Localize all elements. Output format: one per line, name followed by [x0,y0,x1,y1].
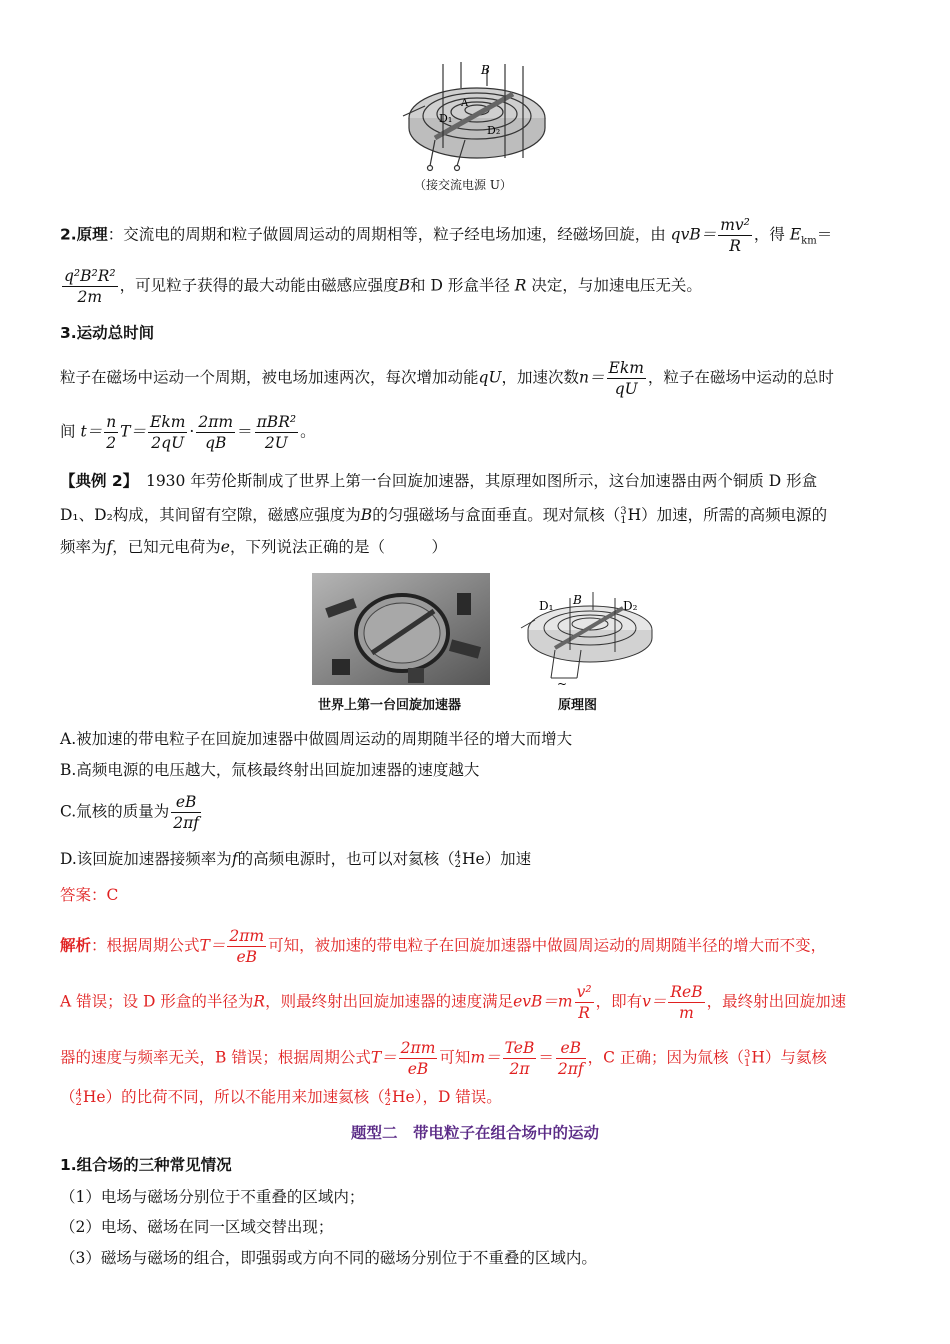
option-C [60,792,203,833]
f4-num: πBR² [256,413,297,431]
section2-item-1: （1）电场与磁场分别位于不重叠的区域内； [60,1188,365,1206]
option-B: B.高频电源的电压越大，氚核最终射出回旋加速器的速度越大 [60,761,480,779]
example-text-2a: D₁、D₂构成，其间留有空隙，磁感应强度为 [60,506,361,524]
example-text-1: 1930 年劳伦斯制成了世界上第一台回旋加速器，其原理如图所示，这台加速器由两个铜质 D 形盒 [145,472,818,490]
tt-text-3: ，粒子在磁场中运动的总时 [647,368,834,387]
analysis-m2-den: 2πf [557,1060,584,1078]
analysis-label: 解析 [60,936,92,955]
section2-title: 题型二 带电粒子在组合场中的运动 [350,1124,599,1142]
analysis-text-2c: ，即有 [595,992,643,1011]
total-time-heading: 3.运动总时间 [60,324,155,342]
analysis-helium-nuclide-2 [385,1089,391,1107]
d-disc-side [409,118,545,158]
analysis-v2-fraction [668,982,704,1023]
principle-line-1 [60,215,832,256]
analysis-m1-den: 2π [509,1060,530,1078]
a-nuc4-bot-2: 2 [384,1097,391,1108]
eq1-num: mv² [720,216,750,234]
tt-text-2: ，加速次数 [501,368,580,387]
terminal-2 [455,166,460,171]
analysis-l3-T: T＝ [370,1048,397,1067]
helium-nuclide [455,851,461,869]
example-H: H [627,506,642,524]
eq1-den: R [729,237,741,255]
example-label: 【典例 2】 [60,472,131,490]
analysis-m2-fraction [556,1038,586,1079]
option-A: A.被加速的带电粒子在回旋加速器中做圆周运动的周期随半径的增大而增大 [60,730,573,748]
eq1-left: qvB＝ [670,225,717,244]
principle-text-5: 决定，与加速电压无关。 [531,276,702,295]
f3-den: qB [205,434,227,452]
analysis-v2-num: ReB [670,983,703,1001]
analysis-m2-num: eB [556,1038,586,1059]
analysis-v-num: v² [576,983,592,1001]
analysis-m1-fraction [503,1038,537,1079]
analysis-text-3c: ，C 正确；因为氚核（ [587,1048,744,1067]
tritium-nuclide [620,507,626,525]
analysis-m-eq2: ＝ [538,1048,554,1067]
principle-B: B [398,276,411,295]
cyclotron-photo [312,573,490,685]
principle-text-2: ，得 [753,225,785,244]
principle-diagram [515,590,665,690]
eq2-den: 2m [77,288,103,306]
tt-eq: ＝ [237,422,253,441]
tt-n-eq: n＝ [579,368,605,387]
example-line-3 [60,536,447,558]
terminal-1 [428,166,433,171]
analysis-text-2b: ，则最终射出回旋加速器的速度满足 [265,992,514,1011]
analysis-text-2d: ，最终射出回旋加速 [706,992,847,1011]
d-nuc-top: 4 [454,850,461,861]
fig1-label-D2: D₂ [487,124,501,137]
analysis-text-4b: ）的比荷不同，所以不能用来加速氦核（ [105,1088,385,1106]
analysis-l3-num: 2πm [400,1039,436,1057]
example-e: e [220,538,230,556]
analysis-R: R [253,992,266,1011]
fig1-label-B: B [481,63,490,77]
analysis-text-1b: 可知，被加速的带电粒子在回旋加速器中做圆周运动的周期随半径的增大而不变， [268,936,827,955]
photo-caption: 世界上第一台回旋加速器 [318,698,462,713]
tt-T-eq: T＝ [120,422,147,441]
option-D-text-1: D.该回旋加速器接频率为 [60,850,232,868]
example-text-2c: ）加速，所需的高频电源的 [641,506,828,524]
analysis-text-1a: ：根据周期公式 [91,936,200,955]
analysis-T-fraction [227,926,266,967]
example-text-2b: 的匀强磁场与盒面垂直。现对氚核（ [372,506,621,524]
analysis-line-2 [60,982,846,1023]
option-D-He: He [461,850,485,868]
principle-heading: 2.原理 [60,225,108,244]
principle-text-1: ：交流电的周期和粒子做圆周运动的周期相等，粒子经电场加速，经磁场回旋，由 [107,225,666,244]
diag-label-D2: D₂ [623,599,638,613]
f4-fraction [255,412,298,453]
a-nuc3-bot: 1 [743,1057,751,1069]
analysis-text-3d: ）与氦核 [764,1048,827,1067]
principle-text-3: ，可见粒子获得的最大动能由磁感应强度 [119,276,399,295]
f2-fraction [148,412,187,453]
tt-text-1: 粒子在磁场中运动一个周期，被电场加速两次，每次增加动能 [60,368,479,387]
eq1-fraction [718,215,752,256]
option-C-num: eB [171,792,201,813]
analysis-T-den: eB [236,948,258,966]
analysis-text-4c: ），D 错误。 [414,1088,502,1106]
analysis-line-1 [60,926,826,967]
ekm: E [789,225,802,244]
tt-text-4: 间 [60,422,76,441]
nuc-top: 3 [620,506,627,517]
f3-num: 2πm [198,413,234,431]
principle-line-2 [60,266,702,307]
tt-end: 。 [300,422,316,441]
tt-qU: qU [478,368,502,387]
analysis-v-eq: v＝ [642,992,667,1011]
fig1-label-D1: D₁ [439,112,453,125]
tt-t-eq: t＝ [80,422,103,441]
f3-fraction [196,412,235,453]
example-f: f [106,538,113,556]
analysis-m-eq: m＝ [470,1048,501,1067]
answer-value: C [106,886,119,904]
analysis-evB: evB＝m [513,992,573,1011]
section2-item-2: （2）电场、磁场在同一区域交替出现； [60,1218,334,1236]
fig1-caption: （接交流电源 U） [414,178,512,192]
n-den: qU [614,380,638,398]
analysis-line-3 [60,1038,827,1079]
analysis-line-4 [60,1086,502,1108]
analysis-v-den: R [578,1004,590,1022]
a-nuc4-top: 4 [75,1088,82,1099]
answer [60,884,118,906]
option-D-text-3: ）加速 [484,850,532,868]
total-time-line-1 [60,358,834,399]
example-line-1 [60,470,817,492]
f4-den: 2U [264,434,288,452]
example-text-3a: 频率为 [60,538,107,556]
eq2-num: q²B²R² [64,267,116,285]
analysis-tritium-nuclide [744,1050,750,1068]
f2-den: 2qU [151,434,185,452]
analysis-text-4a: （ [60,1088,76,1106]
d-nuc-bot: 2 [454,859,461,870]
option-D-f: f [231,850,238,868]
analysis-He-2: He [391,1088,415,1106]
f1-fraction [104,412,118,453]
total-time-line-2 [60,412,316,453]
option-C-text: C.氚核的质量为 [60,802,170,821]
n-num: Ekm [608,359,644,377]
section2-item-3: （3）磁场与磁场的组合，即强弱或方向不同的磁场分别位于不重叠的区域内。 [60,1249,597,1267]
f1-den: 2 [106,434,117,452]
n-fraction [607,358,646,399]
diag-label-B: B [573,593,582,607]
tt-dot: · [189,422,195,441]
principle-text-4: 和 D 形盒半径 [410,276,510,295]
analysis-v2-den: m [679,1004,694,1022]
diag-label-D1: D₁ [539,599,554,613]
example-text-3b: ，已知元电荷为 [112,538,221,556]
option-C-fraction [171,792,201,833]
nuc-bot: 1 [620,515,627,526]
f1-num: n [106,413,117,431]
principle-R: R [514,276,527,295]
example-text-3c: ，下列说法正确的是（ ） [229,538,447,556]
section2-heading: 1.组合场的三种常见情况 [60,1156,232,1174]
answer-label: 答案： [60,886,107,904]
analysis-T-eq: T＝ [199,936,226,955]
analysis-m1-num: TeB [504,1039,535,1057]
eq2-fraction [62,266,118,307]
diag-label-tilde: ~ [557,677,568,690]
option-D-text-2: 的高频电源时，也可以对氦核（ [237,850,455,868]
example-B: B [360,506,373,524]
option-D [60,848,531,870]
fig1-label-A: A [461,98,469,109]
f2-num: Ekm [150,413,186,431]
a-nuc4-top-2: 4 [384,1088,391,1099]
a-nuc4-bot: 2 [75,1097,82,1108]
analysis-H: H [751,1048,765,1067]
analysis-helium-nuclide-1 [76,1089,82,1107]
analysis-text-3b: 可知 [439,1048,471,1067]
analysis-T-num: 2πm [229,927,265,945]
option-C-den: 2πf [173,814,200,832]
analysis-l3-den: eB [407,1060,429,1078]
a-nuc3-top: 3 [743,1048,751,1060]
analysis-l3-fraction [399,1038,438,1079]
analysis-He-1: He [82,1088,106,1106]
eq-sign: ＝ [816,225,833,244]
analysis-text-2a: A 错误；设 D 形盒的半径为 [60,992,254,1011]
analysis-v-fraction [575,982,594,1023]
diagram-caption: 原理图 [558,698,598,713]
analysis-text-3a: 器的速度与频率无关，B 错误；根据周期公式 [60,1048,371,1067]
ekm-sub: km [801,235,817,247]
example-line-2 [60,504,827,526]
